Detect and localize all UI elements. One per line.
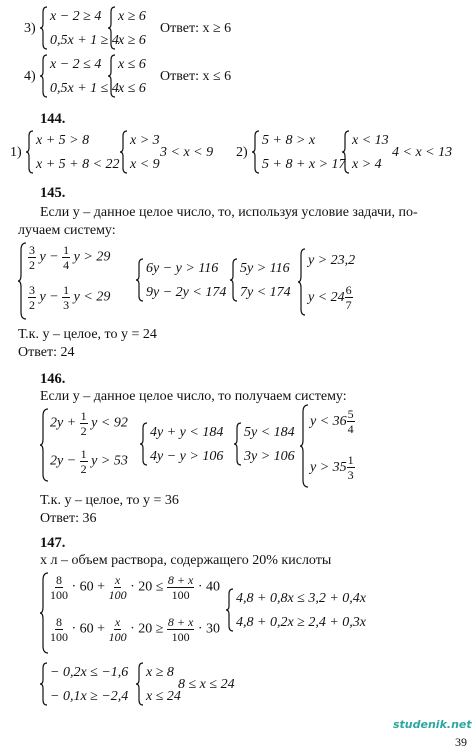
equation: x ≤ 24 — [146, 689, 181, 704]
fraction: $\frac{8 + x}{100}$ — [167, 615, 194, 644]
equation: 6y − y > 116 — [146, 261, 219, 276]
equation: − 0,1x ≥ −2,4 — [50, 689, 129, 704]
equation: 3y > 106 — [244, 449, 295, 464]
brace-icon — [136, 258, 144, 302]
brace-icon — [230, 258, 238, 302]
equation: x ≥ 6 — [118, 33, 146, 48]
equation: 5y > 116 — [240, 261, 290, 276]
problem-number: 144. — [40, 111, 66, 127]
equation: 4,8 + 0,8x ≤ 3,2 + 0,4x — [236, 591, 367, 606]
system — [40, 662, 150, 706]
fraction: $\frac{6}{7}$ — [345, 283, 352, 312]
fraction: $\frac{8}{100}$ — [50, 573, 68, 602]
fraction: $\frac{8}{100}$ — [50, 615, 68, 644]
equation: 2y − $\frac{1}{2}$ y > 53 — [50, 447, 128, 476]
item-label: 2) — [236, 145, 248, 160]
equation: y < 36 $\frac{5}{4}$ — [310, 407, 354, 436]
system — [18, 242, 148, 320]
problem-number: 146. — [40, 371, 66, 387]
equation: 5 + 8 > x — [262, 133, 316, 148]
system — [230, 258, 300, 302]
fraction: $\frac{8 + x}{100}$ — [167, 573, 194, 602]
equation: y > 35 $\frac{1}{3}$ — [310, 453, 354, 482]
brace-icon — [300, 404, 309, 488]
equation: x ≤ 6 — [118, 57, 146, 72]
answer: Ответ: 24 — [18, 345, 75, 360]
brace-icon — [234, 422, 242, 466]
equation: 4y + y < 184 — [150, 425, 224, 440]
equation: x < 9 — [130, 157, 160, 172]
equation: x > 3 — [130, 133, 160, 148]
system — [234, 422, 304, 466]
system — [140, 422, 240, 466]
brace-icon — [140, 422, 148, 466]
equation: x > 4 — [352, 157, 382, 172]
watermark: studenik.net — [393, 718, 472, 731]
conclusion: Т.к. y – целое, то y = 36 — [40, 493, 179, 508]
paragraph-line: лучаем систему: — [18, 223, 116, 238]
conclusion: Т.к. y – целое, то y = 24 — [18, 327, 157, 342]
result: 4 < x < 13 — [392, 145, 453, 160]
brace-icon — [40, 662, 48, 706]
brace-icon — [136, 662, 144, 706]
result: 8 ≤ x ≤ 24 — [178, 677, 235, 692]
system — [108, 6, 158, 50]
problem-number: 147. — [40, 535, 66, 551]
equation: 7y < 174 — [240, 285, 291, 300]
item-label: 3) — [24, 21, 36, 36]
paragraph-line: x л – объем раствора, содержащего 20% кислоты — [40, 553, 332, 568]
brace-icon — [40, 572, 49, 654]
fraction: $\frac{1}{4}$ — [63, 243, 70, 272]
page-number: 39 — [455, 735, 467, 749]
system — [26, 130, 126, 174]
equation: y > 23,2 — [308, 253, 356, 268]
equation: x ≥ 6 — [118, 9, 146, 24]
equation: x − 2 ≤ 4 — [50, 57, 102, 72]
system — [226, 588, 396, 632]
system — [108, 54, 158, 98]
equation: x ≤ 6 — [118, 81, 146, 96]
equation: 9y − 2y < 174 — [146, 285, 227, 300]
fraction: $\frac{5}{4}$ — [347, 407, 354, 436]
fraction: $\frac{1}{3}$ — [63, 283, 70, 312]
equation: 0,5x + 1 ≥ 4 — [50, 33, 119, 48]
brace-icon — [26, 130, 34, 174]
answer: Ответ: x ≥ 6 — [160, 21, 232, 36]
equation: 4,8 + 0,2x ≥ 2,4 + 0,3x — [236, 615, 367, 630]
system — [300, 404, 380, 488]
brace-icon — [40, 54, 48, 98]
equation: x − 2 ≥ 4 — [50, 9, 102, 24]
fraction: $\frac{1}{2}$ — [80, 409, 87, 438]
equation: $\frac{8}{100}$ · 60 + $\frac{x}{100}$ · 20 ≥ $\frac{8 + x}{100}$ · 30 — [50, 615, 221, 644]
equation: $\frac{8}{100}$ · 60 + $\frac{x}{100}$ · 20 ≤ $\frac{8 + x}{100}$ · 40 — [50, 573, 221, 602]
equation: x < 13 — [352, 133, 389, 148]
item-label: 4) — [24, 69, 36, 84]
paragraph-line: Если y – данное целое число, то, используя условие задачи, по- — [40, 205, 418, 220]
result: 3 < x < 9 — [160, 145, 214, 160]
brace-icon — [40, 408, 49, 482]
brace-icon — [18, 242, 27, 320]
equation: x ≥ 8 — [146, 665, 174, 680]
fraction: $\frac{3}{2}$ — [29, 283, 35, 312]
fraction: $\frac{x}{100}$ — [108, 615, 127, 644]
answer: Ответ: 36 — [40, 511, 97, 526]
brace-icon — [252, 130, 260, 174]
brace-icon — [40, 6, 48, 50]
brace-icon — [298, 248, 306, 316]
brace-icon — [108, 6, 116, 50]
equation: − 0,2x ≤ −1,6 — [50, 665, 129, 680]
answer: Ответ: x ≤ 6 — [160, 69, 232, 84]
brace-icon — [120, 130, 128, 174]
system — [136, 258, 232, 302]
equation: 2y + $\frac{1}{2}$ y < 92 — [50, 409, 128, 438]
fraction: $\frac{3}{2}$ — [29, 243, 35, 272]
system — [40, 572, 240, 654]
system — [298, 248, 378, 316]
problem-number: 145. — [40, 185, 66, 201]
brace-icon — [108, 54, 116, 98]
brace-icon — [226, 588, 234, 632]
system — [342, 130, 398, 174]
system — [252, 130, 352, 174]
equation: $\frac{3}{2}$ y − $\frac{1}{3}$ y < 29 — [29, 283, 111, 312]
equation: x + 5 + 8 < 22 — [36, 157, 120, 172]
equation: 5y < 184 — [244, 425, 295, 440]
equation: x + 5 > 8 — [36, 133, 90, 148]
equation: $\frac{3}{2}$ y − $\frac{1}{4}$ y > 29 — [29, 243, 111, 272]
brace-icon — [342, 130, 350, 174]
fraction: $\frac{x}{100}$ — [108, 573, 127, 602]
paragraph-line: Если y – данное целое число, то получаем систему: — [40, 389, 347, 404]
equation: 5 + 8 + x > 17 — [262, 157, 346, 172]
item-label: 1) — [10, 145, 22, 160]
fraction: $\frac{1}{2}$ — [80, 447, 87, 476]
fraction: $\frac{1}{3}$ — [347, 453, 354, 482]
equation: 4y − y > 106 — [150, 449, 224, 464]
equation: 0,5x + 1 ≤ 4 — [50, 81, 119, 96]
equation: y < 24 $\frac{6}{7}$ — [308, 283, 352, 312]
